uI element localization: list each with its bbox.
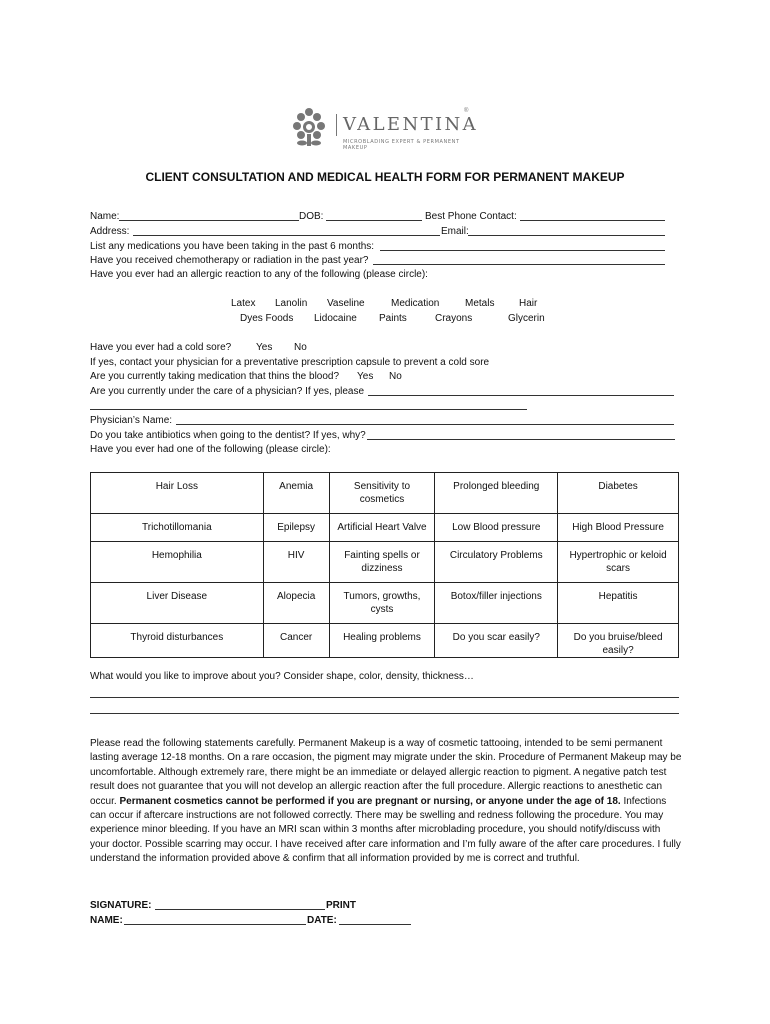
cold-sore-no[interactable]: No xyxy=(294,342,307,353)
allergen-hair[interactable]: Hair xyxy=(519,298,538,309)
allergen-lidocaine[interactable]: Lidocaine xyxy=(314,313,357,324)
dob-label: DOB: xyxy=(299,211,324,222)
date-label: DATE: xyxy=(307,915,337,926)
phone-label: Best Phone Contact: xyxy=(425,211,517,222)
allergen-vaseline[interactable]: Vaseline xyxy=(327,298,365,309)
blood-thinner-no[interactable]: No xyxy=(389,371,402,382)
condition-cell[interactable]: Hair Loss xyxy=(91,473,264,514)
condition-cell[interactable]: Alopecia xyxy=(263,583,329,624)
statement-bold-warning: Permanent cosmetics cannot be performed if you are pregnant or nursing, or anyone under the age of 18. xyxy=(119,795,621,807)
condition-cell[interactable]: Prolonged bleeding xyxy=(435,473,558,514)
allergen-lanolin[interactable]: Lanolin xyxy=(275,298,308,309)
condition-cell[interactable]: Low Blood pressure xyxy=(435,514,558,542)
date-field[interactable] xyxy=(339,924,411,925)
physician-care-field[interactable] xyxy=(368,395,674,396)
flower-emblem-icon xyxy=(286,104,332,150)
blood-thinner-question: Are you currently taking medication that thins the blood? xyxy=(90,371,340,382)
allergen-paints[interactable]: Paints xyxy=(379,313,407,324)
brand-tagline: MICROBLADING EXPERT & PERMANENT MAKEUP xyxy=(343,139,460,151)
condition-cell[interactable]: HIV xyxy=(263,542,329,583)
cold-sore-question: Have you ever had a cold sore? xyxy=(90,342,232,353)
table-row xyxy=(91,473,679,514)
chemo-field[interactable] xyxy=(373,264,665,265)
brand-name: VALENTINA xyxy=(343,114,479,135)
allergen-metals[interactable]: Metals xyxy=(465,298,495,309)
name-field[interactable] xyxy=(119,220,299,221)
name-label: Name: xyxy=(90,211,120,222)
condition-cell[interactable]: Tumors, growths, cysts xyxy=(329,583,435,624)
statement-text-part1: Please read the following statements carefully. Permanent Makeup is a way of cosmetic tattooing, intended to be semi permanent lasting average 12-18 months. On a rare occasion, the pigment may migrate under the skin. Procedure of Permanent Makeup may be uncomfortable. Although extremely rare, there might be an immediate or delayed allergic reaction to pigment. A negative patch test result does not guarantee that you will not develop an allergic reaction after the full procedure. Allergic reactions to anesthetic can occur. xyxy=(90,738,682,807)
cold-sore-yes[interactable]: Yes xyxy=(256,342,273,353)
improve-field-line1[interactable] xyxy=(90,697,679,698)
condition-cell[interactable]: Thyroid disturbances xyxy=(91,624,264,658)
condition-cell[interactable]: Epilepsy xyxy=(263,514,329,542)
statement-text-part2: Infections can occur if aftercare instructions are not followed correctly. There may be swelling and redness following the procedure. You may experience minor bleeding. If you have an MRI scan within 3 months after microblading procedure, you should notify/discuss with your doctor. Possible scarring may occur. I have received after care information and I’m fully aware of the after care procedures. I fully understand the information provided above & confirm that all information provided by me is correct and truthful. xyxy=(90,795,681,865)
conditions-table xyxy=(90,472,679,658)
improve-field-line2[interactable] xyxy=(90,713,679,714)
physician-care-question: Are you currently under the care of a physician? If yes, please xyxy=(90,386,365,397)
allergen-crayons[interactable]: Crayons xyxy=(435,313,473,324)
phone-field[interactable] xyxy=(520,220,665,221)
condition-cell[interactable]: High Blood Pressure xyxy=(558,514,679,542)
table-row xyxy=(91,514,679,542)
medications-field[interactable] xyxy=(380,250,665,251)
physician-name-label: Physician’s Name: xyxy=(90,415,173,426)
email-label: Email: xyxy=(441,226,469,237)
name-sign-label: NAME: xyxy=(90,915,123,926)
condition-cell[interactable]: Artificial Heart Valve xyxy=(329,514,435,542)
condition-cell[interactable]: Diabetes xyxy=(558,473,679,514)
chemo-label: Have you received chemotherapy or radiation in the past year? xyxy=(90,255,369,266)
brand-logo xyxy=(286,104,486,154)
allergen-medication[interactable]: Medication xyxy=(391,298,440,309)
cold-sore-note: If yes, contact your physician for a preventative prescription capsule to prevent a cold sore xyxy=(90,357,490,368)
table-row xyxy=(91,542,679,583)
address-field[interactable] xyxy=(133,235,440,236)
condition-cell[interactable]: Do you scar easily? xyxy=(435,624,558,658)
condition-cell[interactable]: Botox/filler injections xyxy=(435,583,558,624)
document-title: CLIENT CONSULTATION AND MEDICAL HEALTH FORM FOR PERMANENT MAKEUP xyxy=(145,170,625,184)
condition-cell[interactable]: Trichotillomania xyxy=(91,514,264,542)
condition-cell[interactable]: Healing problems xyxy=(329,624,435,658)
address-label: Address: xyxy=(90,226,130,237)
signature-label: SIGNATURE: xyxy=(90,900,152,911)
improve-question: What would you like to improve about you? Consider shape, color, density, thickness… xyxy=(90,671,474,682)
blood-thinner-yes[interactable]: Yes xyxy=(357,371,374,382)
dob-field[interactable] xyxy=(326,220,422,221)
condition-cell[interactable]: Cancer xyxy=(263,624,329,658)
physician-name-field[interactable] xyxy=(176,424,674,425)
condition-cell[interactable]: Hemophilia xyxy=(91,542,264,583)
condition-cell[interactable]: Fainting spells or dizziness xyxy=(329,542,435,583)
condition-cell[interactable]: Hypertrophic or keloid scars xyxy=(558,542,679,583)
condition-cell[interactable]: Do you bruise/bleed easily? xyxy=(558,624,679,658)
brand-divider xyxy=(336,114,337,136)
print-name-field[interactable] xyxy=(124,924,306,925)
condition-cell[interactable]: Liver Disease xyxy=(91,583,264,624)
condition-cell[interactable]: Circulatory Problems xyxy=(435,542,558,583)
physician-care-field-line2[interactable] xyxy=(90,409,527,410)
print-label: PRINT xyxy=(326,900,356,911)
table-row xyxy=(91,624,679,658)
table-row xyxy=(91,583,679,624)
allergen-dyes-foods[interactable]: Dyes Foods xyxy=(240,313,294,324)
signature-field[interactable] xyxy=(155,909,325,910)
consent-statement xyxy=(90,737,682,867)
medications-label: List any medications you have been taking in the past 6 months: xyxy=(90,241,375,252)
conditions-question: Have you ever had one of the following (please circle): xyxy=(90,444,331,455)
antibiotics-field[interactable] xyxy=(367,439,675,440)
condition-cell[interactable]: Sensitivity to cosmetics xyxy=(329,473,435,514)
email-field[interactable] xyxy=(468,235,665,236)
allergy-question: Have you ever had an allergic reaction to any of the following (please circle): xyxy=(90,269,428,280)
allergen-latex[interactable]: Latex xyxy=(231,298,256,309)
antibiotics-question: Do you take antibiotics when going to the dentist? If yes, why? xyxy=(90,430,366,441)
condition-cell[interactable]: Anemia xyxy=(263,473,329,514)
condition-cell[interactable]: Hepatitis xyxy=(558,583,679,624)
allergen-glycerin[interactable]: Glycerin xyxy=(508,313,545,324)
registered-mark: ® xyxy=(464,108,469,114)
